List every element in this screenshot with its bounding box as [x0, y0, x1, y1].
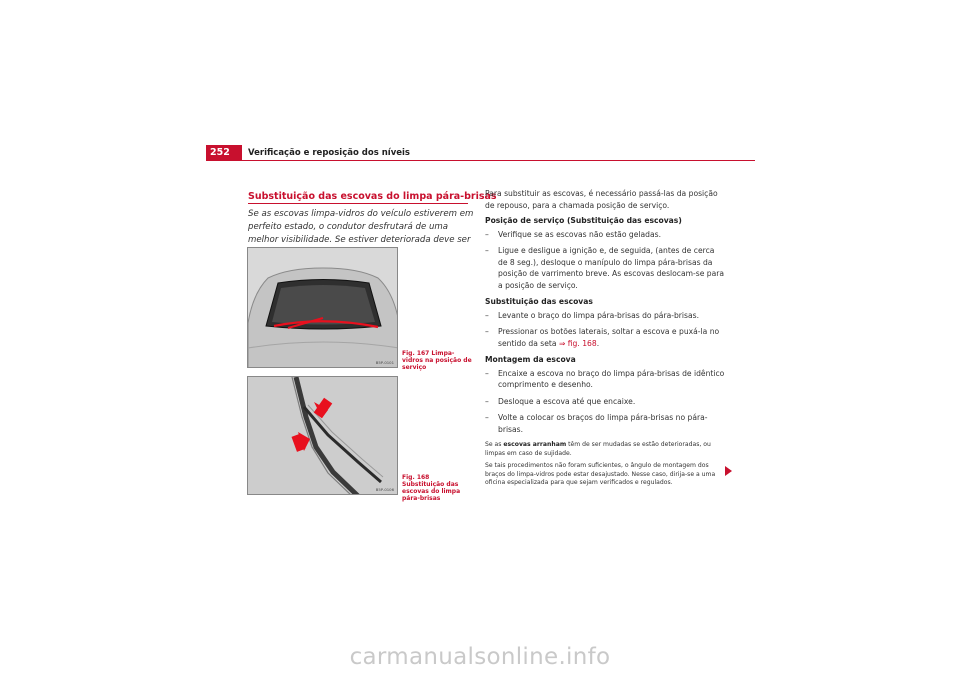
figure-167-image — [247, 247, 398, 368]
page-number: 252 — [206, 145, 242, 161]
section-title: Substituição das escovas do limpa pára-brisas — [248, 191, 497, 202]
note-1: Se as escovas arranham têm de ser mudadas se estão deterioradas, ou limpas em caso de sujidade. — [485, 441, 711, 457]
replace-heading: Substituição das escovas — [485, 297, 593, 306]
figure-code: B5P-0106 — [375, 487, 394, 492]
list-item: – Pressionar os botões laterais, soltar a escova e puxá-la no sentido da seta ⇒ fig. 168. — [485, 327, 720, 348]
list-item: – Desloque a escova até que encaixe. — [485, 396, 636, 406]
list-item: – Ligue e desligue a ignição e, de seguida, (antes de cerca de 8 seg.), desloque o manípulo do limpa pára-brisas da posição de varrimento breve. As escovas deslocam-se para a posição de serviço. — [485, 246, 725, 290]
list-item: – Levante o braço do limpa pára-brisas do pára-brisas. — [485, 310, 699, 320]
figure-code: B5P-0101 — [375, 360, 394, 365]
continue-arrow-icon — [725, 466, 732, 476]
mount-heading: Montagem da escova — [485, 355, 576, 364]
instructions-column — [485, 188, 725, 492]
figure-168-image — [247, 376, 398, 495]
list-item: – Encaixe a escova no braço do limpa pára-brisas de idêntico comprimento e desenho. — [485, 368, 725, 389]
wiper-blade-replacement-icon — [248, 377, 398, 495]
figure-reference-link[interactable]: ⇒ fig. 168 — [558, 338, 597, 348]
note-2: Se tais procedimentos não foram suficientes, o ângulo de montagem dos braços do limpa-vidros pode estar desajustado. Nesse caso, dirija-se a uma oficina especializada para que sejam verificados e regulados. — [485, 462, 716, 486]
body-intro: Para substituir as escovas, é necessário passá-las da posição de repouso, para a chamada posição de serviço. — [485, 189, 718, 210]
section-intro: Se as escovas limpa-vidros do veículo estiverem em perfeito estado, o condutor desfrutará de uma melhor visibilidade. Se estiver deteriorada deve ser — [248, 209, 474, 245]
running-header-title: Verificação e reposição dos níveis — [248, 148, 410, 158]
figure-167-caption: Fig. 167 Limpa-vidros na posição de serviço — [402, 350, 472, 371]
figure-168-caption: Fig. 168 Substituição das escovas do limpa pára-brisas — [402, 474, 461, 502]
notes — [485, 441, 725, 488]
service-position-heading: Posição de serviço (Substituição das escovas) — [485, 216, 682, 225]
watermark: carmanualsonline.info — [349, 644, 611, 670]
windshield-wiper-service-icon — [248, 248, 398, 368]
list-item: – Verifique se as escovas não estão geladas. — [485, 229, 661, 239]
section-rule — [248, 203, 468, 204]
list-item: – Volte a colocar os braços do limpa pára-brisas no pára-brisas. — [485, 413, 708, 434]
header-rule — [242, 160, 755, 161]
